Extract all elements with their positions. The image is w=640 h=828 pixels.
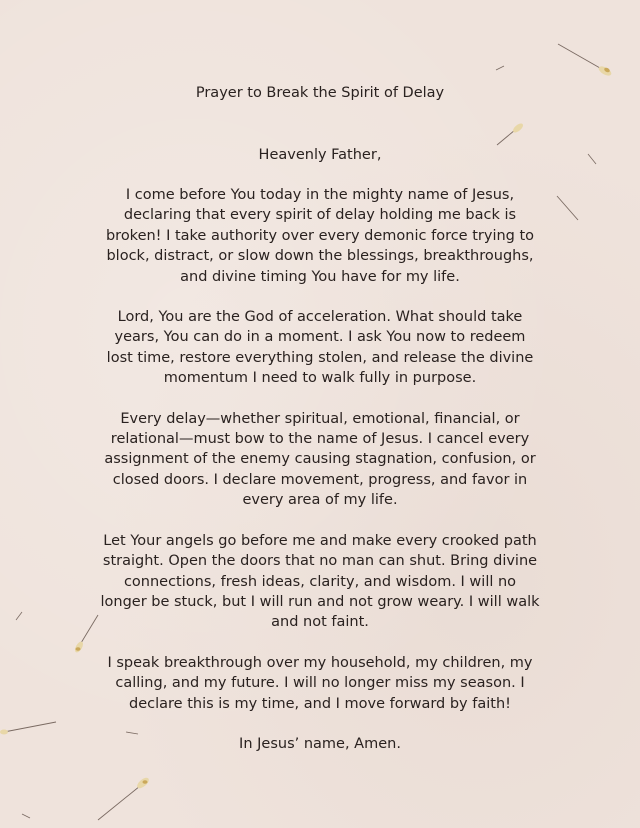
dandelion-seed-icon: [558, 44, 613, 78]
dandelion-seed-icon: [557, 196, 578, 220]
paragraph-4: Let Your angels go before me and make every crooked path straight. Open the doors that no man can shut. Bring divine connections, fresh ideas, clarity, and wisdom. I will no longer be stuck, but I will run and not grow weary. I will walk and not faint.: [100, 532, 540, 631]
dandelion-seed-icon: [98, 776, 151, 820]
dandelion-seed-icon: [0, 722, 56, 735]
closing: In Jesus’ name, Amen.: [239, 735, 401, 752]
dandelion-seed-icon: [16, 612, 22, 620]
paragraph-1: I come before You today in the mighty name of Jesus, declaring that every spirit of delay holding me back is broken! I take authority over every demonic force trying to block, distract, or slow down the blessings, breakthroughs, and divine timing You have for my life.: [105, 187, 535, 285]
dandelion-seed-icon: [496, 66, 504, 70]
dandelion-seed-icon: [588, 154, 596, 164]
dandelion-seed-icon: [22, 814, 30, 818]
greeting: Heavenly Father,: [258, 147, 382, 163]
paragraph-3: Every delay—whether spiritual, emotional, financial, or relational—must bow to the name of Jesus. I cancel every assignment of the enemy causing stagnation, confusion, or closed doors. I declare movement, progress, and favor in every area of my life.: [104, 410, 536, 509]
paragraph-5: I speak breakthrough over my household, my children, my calling, and my future. I will no longer miss my season. I declare this is my time, and I move forward by faith!: [107, 654, 533, 712]
page-title: Prayer to Break the Spirit of Delay: [195, 85, 445, 101]
paragraph-2: Lord, You are the God of acceleration. What should take years, You can do in a moment. I ask You now to redeem lost time, restore everything stolen, and release the divine momentum I need to walk fully in purpose.: [106, 309, 534, 387]
dandelion-seed-icon: [73, 615, 98, 654]
prayer-content: [100, 83, 540, 754]
